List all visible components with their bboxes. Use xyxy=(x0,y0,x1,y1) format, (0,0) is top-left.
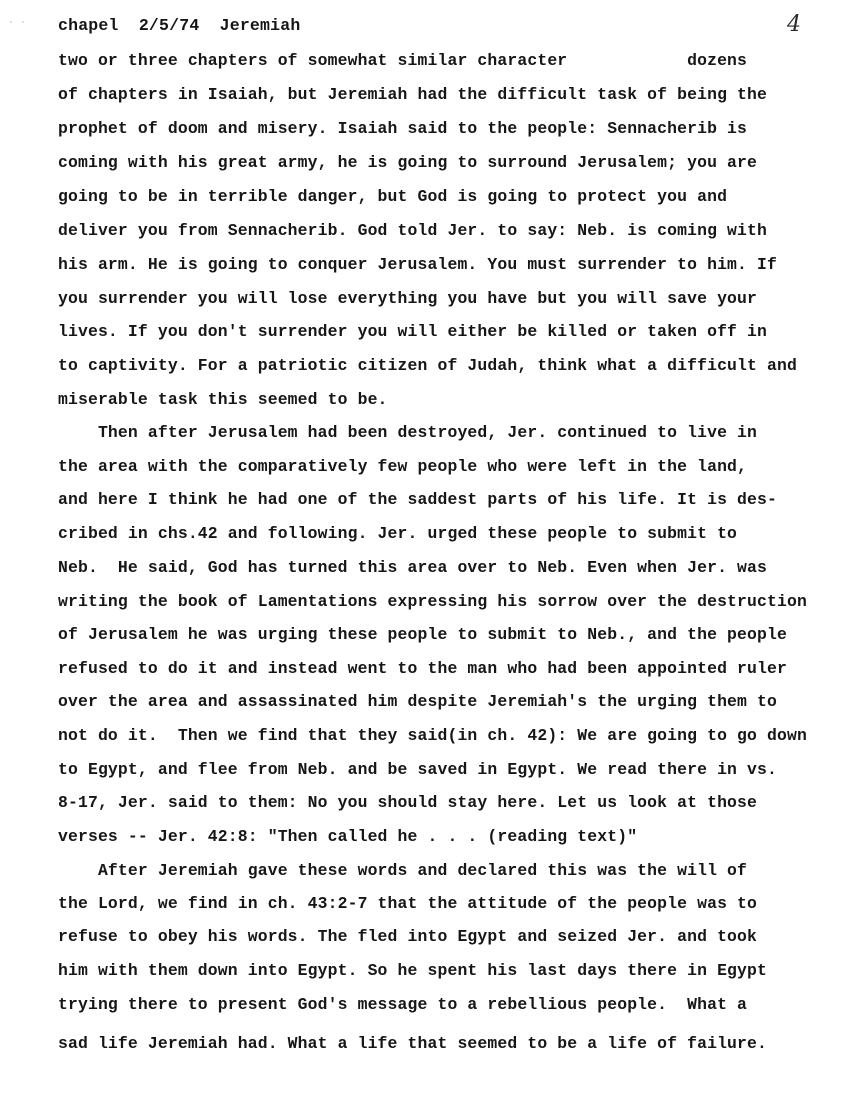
text-line: cribed in chs.42 and following. Jer. urged these people to submit to xyxy=(58,524,738,543)
text-line: refuse to obey his words. The fled into Egypt and seized Jer. and took xyxy=(58,927,758,946)
text-line: After Jeremiah gave these words and declared this was the will of xyxy=(58,861,748,880)
text-line: prophet of doom and misery. Isaiah said to the people: Sennacherib is xyxy=(58,119,748,138)
text-line: deliver you from Sennacherib. God told Jer. to say: Neb. is coming with xyxy=(58,221,768,240)
text-line: of chapters in Isaiah, but Jeremiah had the difficult task of being the xyxy=(58,85,768,104)
text-line: the area with the comparatively few people who were left in the land, xyxy=(58,457,748,476)
text-line: to Egypt, and flee from Neb. and be saved in Egypt. We read there in vs. xyxy=(58,760,777,779)
page-header: chapel 2/5/74 Jeremiah xyxy=(58,16,301,35)
text-line: writing the book of Lamentations expressing his sorrow over the destruction xyxy=(58,592,807,611)
text-line: and here I think he had one of the saddest parts of his life. It is des- xyxy=(58,490,777,509)
text-line: not do it. Then we find that they said(in ch. 42): We are going to go down xyxy=(58,726,807,745)
text-line: Then after Jerusalem had been destroyed, Jer. continued to live in xyxy=(58,423,758,442)
page-number: 4 xyxy=(787,12,801,37)
text-line: miserable task this seemed to be. xyxy=(58,390,388,409)
text-line: of Jerusalem he was urging these people to submit to Neb., and the people xyxy=(58,625,787,644)
text-line: the Lord, we find in ch. 43:2-7 that the attitude of the people was to xyxy=(58,894,758,913)
text-line: verses -- Jer. 42:8: "Then called he . . . (reading text)" xyxy=(58,827,638,846)
text-line: refused to do it and instead went to the man who had been appointed ruler xyxy=(58,659,787,678)
text-line: him with them down into Egypt. So he spent his last days there in Egypt xyxy=(58,961,768,980)
text-line: 8-17, Jer. said to them: No you should stay here. Let us look at those xyxy=(58,793,758,812)
text-line: Neb. He said, God has turned this area over to Neb. Even when Jer. was xyxy=(58,558,768,577)
text-line: two or three chapters of somewhat similar character dozens xyxy=(58,51,748,70)
text-line: his arm. He is going to conquer Jerusalem. You must surrender to him. If xyxy=(58,255,777,274)
text-line: over the area and assassinated him despite Jeremiah's the urging them to xyxy=(58,692,777,711)
text-line: trying there to present God's message to a rebellious people. What a xyxy=(58,995,748,1014)
text-line: going to be in terrible danger, but God is going to protect you and xyxy=(58,187,728,206)
text-line: you surrender you will lose everything you have but you will save your xyxy=(58,289,758,308)
scan-speck: ˙ ˙ xyxy=(8,22,27,33)
text-line: sad life Jeremiah had. What a life that seemed to be a life of failure. xyxy=(58,1034,768,1053)
text-line: to captivity. For a patriotic citizen of Judah, think what a difficult and xyxy=(58,356,797,375)
text-line: lives. If you don't surrender you will either be killed or taken off in xyxy=(58,322,768,341)
text-line: coming with his great army, he is going to surround Jerusalem; you are xyxy=(58,153,758,172)
